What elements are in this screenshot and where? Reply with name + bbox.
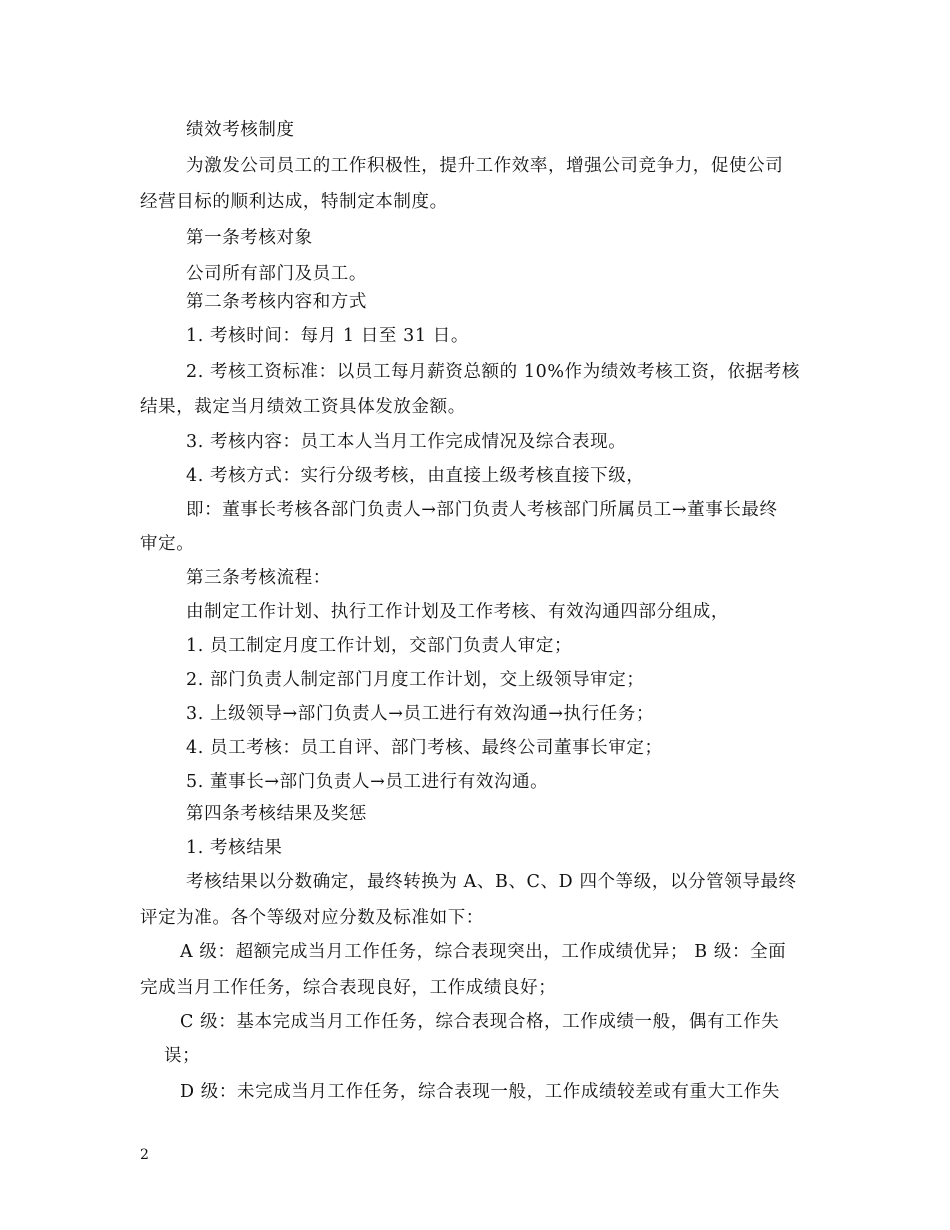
doc-line: 公司所有部门及员工。 [186, 264, 367, 284]
doc-line: 为激发公司员工的工作积极性，提升工作效率，增强公司竞争力，促使公司 [186, 156, 784, 176]
doc-line: 即：董事长考核各部门负责人→部门负责人考核部门所属员工→董事长最终 [186, 500, 778, 520]
list-item: 3. 上级领导→部门负责人→员工进行有效沟通→执行任务； [186, 704, 655, 724]
list-item: 1. 考核结果 [186, 838, 283, 858]
doc-line: 审定。 [140, 534, 195, 554]
list-item: 4. 考核方式：实行分级考核，由直接上级考核直接下级， [186, 466, 645, 486]
list-item: 3. 考核内容：员工本人当月工作完成情况及综合表现。 [186, 432, 627, 452]
doc-title: 绩效考核制度 [186, 120, 295, 140]
section-heading: 第一条考核对象 [186, 228, 313, 248]
list-item: 5. 董事长→部门负责人→员工进行有效沟通。 [186, 772, 549, 792]
section-heading: 第三条考核流程： [186, 568, 331, 588]
list-item: 2. 部门负责人制定部门月度工作计划，交上级领导审定； [186, 670, 645, 690]
list-item: 1. 考核时间：每月 1 日至 31 日。 [186, 326, 470, 346]
doc-line: D 级：未完成当月工作任务，综合表现一般，工作成绩较差或有重大工作失 [180, 1082, 780, 1102]
doc-line: C 级：基本完成当月工作任务，综合表现合格，工作成绩一般，偶有工作失 [180, 1012, 780, 1032]
section-heading: 第四条考核结果及奖惩 [186, 804, 367, 824]
doc-line: 完成当月工作任务，综合表现良好，工作成绩良好； [140, 978, 557, 998]
doc-line: A 级：超额完成当月工作任务，综合表现突出，工作成绩优异； B 级：全面 [180, 942, 787, 962]
doc-line: 考核结果以分数确定，最终转换为 A、B、C、D 四个等级，以分管领导最终 [186, 872, 797, 892]
doc-line: 经营目标的顺利达成，特制定本制度。 [140, 192, 448, 212]
list-item: 4. 员工考核：员工自评、部门考核、最终公司董事长审定； [186, 738, 663, 758]
doc-line: 由制定工作计划、执行工作计划及工作考核、有效沟通四部分组成， [186, 602, 729, 622]
section-heading: 第二条考核内容和方式 [186, 292, 367, 312]
doc-line: 评定为准。各个等级对应分数及标准如下： [140, 908, 484, 928]
doc-line: 结果，裁定当月绩效工资具体发放金额。 [140, 397, 466, 417]
page-number: 2 [140, 1147, 149, 1163]
doc-line: 误； [164, 1046, 201, 1066]
list-item: 2. 考核工资标准：以员工每月薪资总额的 10%作为绩效考核工资，依据考核 [186, 362, 800, 382]
list-item: 1. 员工制定月度工作计划，交部门负责人审定； [186, 636, 573, 656]
